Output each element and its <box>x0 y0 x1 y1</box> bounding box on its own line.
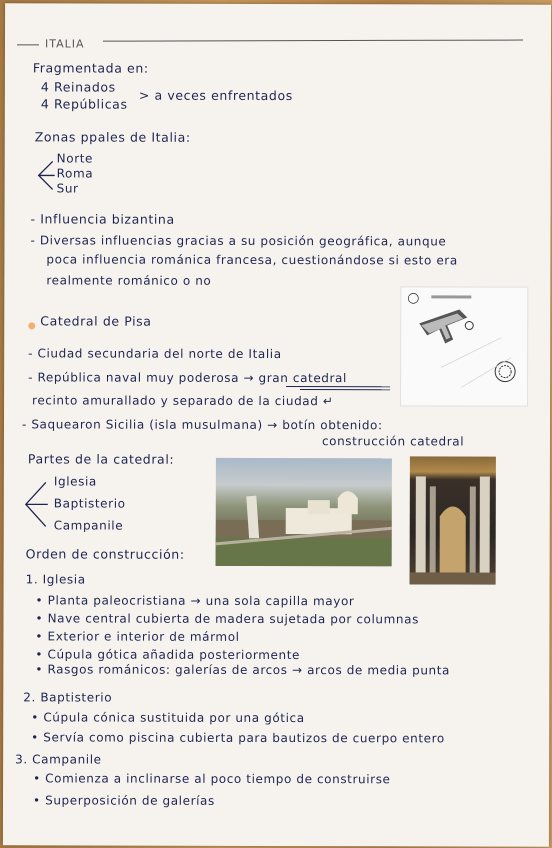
left-brace-arrow-icon <box>22 479 50 529</box>
bullet-item: • Comienza a inclinarse al poco tiempo de construirse <box>33 771 391 787</box>
note-line: Sur <box>56 181 79 196</box>
note-line: - Influencia bizantina <box>30 211 175 227</box>
bullet-item: • Superposición de galerías <box>32 793 215 808</box>
numbered-item: 2. Baptisterio <box>23 690 113 705</box>
note-line: realmente románico o no <box>46 273 212 288</box>
note-line: Zonas ppales de Italia: <box>34 129 191 145</box>
underline <box>286 386 390 387</box>
numbered-item: 1. Iglesia <box>25 572 86 587</box>
note-line: Roma <box>56 166 94 181</box>
bullet-item: • Rasgos románicos: galerías de arcos → arcos de media punta <box>35 662 451 678</box>
section-heading: Orden de construcción: <box>25 546 185 562</box>
note-line: - Saquearon Sicilia (isla musulmana) → botín obtenido: <box>21 417 383 433</box>
note-line: 4 Reinados <box>40 79 116 95</box>
note-line: Iglesia <box>53 474 97 489</box>
bullet-dot-icon <box>28 322 35 329</box>
note-line: 4 Repúblicas <box>40 96 128 112</box>
note-line: - Ciudad secundaria del norte de Italia <box>28 346 282 362</box>
note-line: poca influencia románica francesa, cuestionándose si esto era <box>46 252 458 268</box>
cathedral-interior-photo <box>410 456 496 584</box>
note-line: Partes de la catedral: <box>27 451 175 467</box>
note-line: Norte <box>56 151 94 166</box>
section-heading: Catedral de Pisa <box>40 313 152 329</box>
note-line: - República naval muy poderosa → gran catedral <box>28 370 347 386</box>
bullet-item: • Servía como piscina cubierta para bautizos de cuerpo entero <box>31 730 445 746</box>
left-brace-arrow-icon <box>35 158 57 192</box>
note-line: Campanile <box>53 518 124 533</box>
numbered-item: 3. Campanile <box>15 752 102 767</box>
note-line: - Diversas influencias gracias a su posición geográfica, aunque <box>30 233 447 249</box>
note-line: Baptisterio <box>53 496 126 511</box>
bullet-item: • Nave central cubierta de madera sujetada por columnas <box>35 611 419 627</box>
bullet-item: • Planta paleocristiana → una sola capilla mayor <box>35 593 355 609</box>
bullet-item: • Cúpula gótica añadida posteriormente <box>35 647 301 663</box>
header-rule-right <box>103 40 523 42</box>
notebook-page <box>3 3 551 846</box>
page-header <box>17 37 517 52</box>
bullet-item: • Cúpula cónica sustituida por una gótica <box>31 710 305 726</box>
note-line: Fragmentada en: <box>32 60 149 76</box>
cathedral-floor-plan-image <box>400 286 528 406</box>
note-line: > a veces enfrentados <box>138 87 293 104</box>
pisa-aerial-photo <box>216 458 392 566</box>
header-rule-left <box>17 44 39 45</box>
bullet-item: • Exterior e interior de mármol <box>35 629 240 644</box>
underline <box>300 389 390 390</box>
note-line: construcción catedral <box>321 434 465 449</box>
page-title: ITALIA <box>44 37 85 51</box>
note-line: recinto amurallado y separado de la ciudad ↵ <box>32 393 334 409</box>
